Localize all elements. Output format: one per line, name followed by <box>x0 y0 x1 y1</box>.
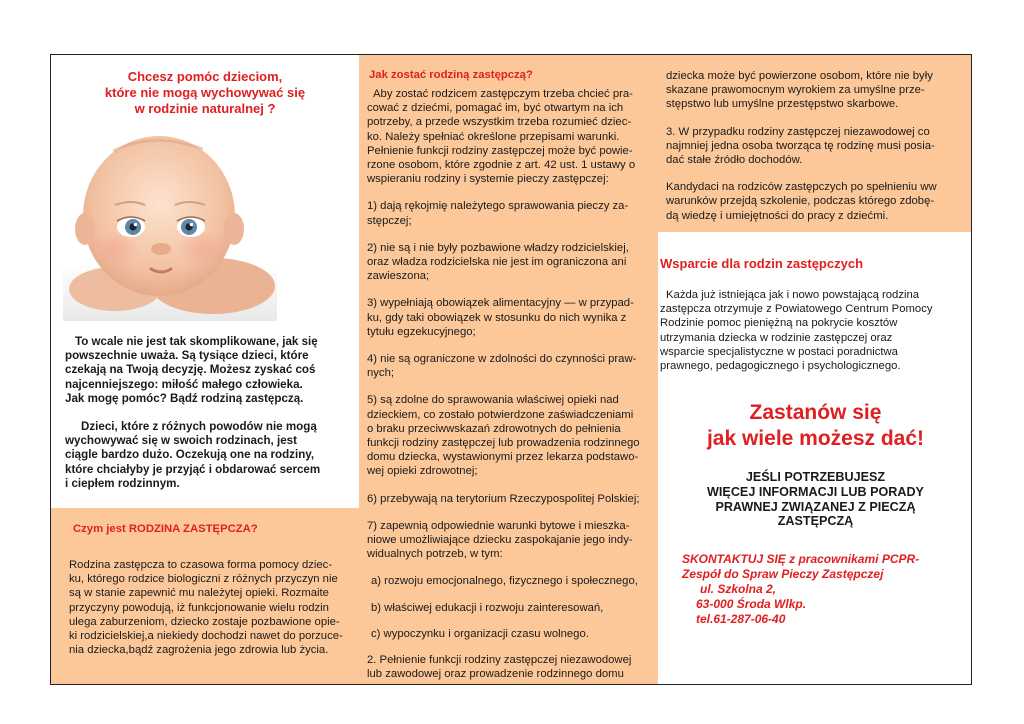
text-line: 3) wypełniają obowiązek alimentacyjny — w przypad- <box>367 297 634 310</box>
intro-title <box>51 55 359 117</box>
subitem: c) wypoczynku i organizacji czasu wolnego. <box>371 627 589 640</box>
text-line: 2) nie są i nie były pozbawione władzy rodzicielskiej, <box>367 241 629 254</box>
text-line: stępstwo lub umyślne przestępstwo skarbowe. <box>666 98 899 111</box>
text-line: oraz władza rodzicielska nie jest im ograniczona ani <box>367 256 627 269</box>
intro-title-line: Chcesz pomóc dzieciom, <box>127 69 283 84</box>
text-line: rzone osobom, które zgodnie z art. 42 ust. 1 ustawy o <box>367 159 636 172</box>
info-callout <box>658 470 972 529</box>
continuation-content <box>666 69 971 223</box>
text-line: Każda już istniejąca jak i nowo powstającą rodzina <box>666 289 920 301</box>
baby-photo <box>63 121 277 321</box>
requirement-item-4 <box>367 352 657 380</box>
text-line: lub zawodowej oraz prowadzenie rodzinnego domu <box>367 668 624 681</box>
text-line: 3. W przypadku rodziny zastępczej niezawodowej co <box>666 125 930 138</box>
text-line: domu dziecka, wystawionymi przez lekarza podstawo- <box>367 451 639 464</box>
baby-illustration <box>63 121 277 321</box>
text-line: ulega zaburzeniom, dziecko zostaje pozbawione opie- <box>69 615 340 628</box>
text-line: zastępcza otrzymuje z Powiatowego Centrum Pomocy <box>660 303 933 316</box>
text-line: To wcale nie jest tak skomplikowane, jak się <box>75 335 318 348</box>
text-line: utrzymania dziecka w rodzinie zastępczej oraz <box>660 331 893 344</box>
text-line: Dzieci, które z różnych powodów nie mogą <box>81 420 317 434</box>
text-line: Kandydaci na rodziców zastępczych po spełnieniu ww <box>666 181 937 194</box>
text-line: najcenniejszego: miłość małego człowieka. <box>65 377 303 391</box>
requirement-item-3 <box>367 296 657 339</box>
text-line: dać stałe źródło dochodów. <box>666 154 803 167</box>
text-line: są w stanie zapewnić mu należytej opieki. Rozmaite <box>69 587 329 600</box>
candidates-text <box>666 180 971 223</box>
text-line: wsparcie specjalistyczne w postaci poradnictwa <box>660 345 898 358</box>
text-line: Rodzina zastępcza to czasowa forma pomocy dziec- <box>69 559 333 571</box>
text-line: Aby zostać rodzicem zastępczym trzeba chcieć pra- <box>373 88 633 100</box>
subitem: b) właściwej edukacji i rozwoju zainteresowań, <box>371 601 604 614</box>
intro-title-line: w rodzinie naturalnej ? <box>134 101 276 116</box>
text-line: dzieckiem, co zostało potwierdzone zaświadczeniami <box>367 408 634 421</box>
column-2-requirements <box>359 55 658 685</box>
contact-city: 63-000 Środa Wlkp. <box>696 597 807 611</box>
slogan-line: jak wiele możesz dać! <box>706 427 925 450</box>
requirements-intro <box>367 87 657 186</box>
text-line: wej opieki zdrowotnej; <box>367 465 478 478</box>
text-line: warunków przejdą szkolenie, podczas którego zdobę- <box>666 195 935 208</box>
column-1-definition <box>51 508 359 685</box>
requirements-heading: Jak zostać rodziną zastępczą? <box>369 69 533 81</box>
requirement-item-7 <box>367 519 657 562</box>
definition-text <box>69 558 359 657</box>
column-3-continuation <box>658 55 972 232</box>
support-text <box>660 288 970 373</box>
contact-line: SKONTAKTUJ SIĘ z pracownikami PCPR- <box>682 552 920 566</box>
text-line: ku, którego rodzice biologiczni z różnych przyczyn nie <box>69 573 338 586</box>
text-line: zawieszona; <box>367 270 430 283</box>
text-line: ko. Należy spełniać określone przepisami warunki. <box>367 130 620 143</box>
info-line: ZASTĘPCZĄ <box>777 514 854 529</box>
requirement-item-2 <box>367 241 657 284</box>
text-line: przyczyny powodują, iż funkcjonowanie wielu rodzin <box>69 601 329 614</box>
intro-paragraphs <box>65 335 355 491</box>
contact-phone: tel.61-287-06-40 <box>696 612 786 626</box>
contact-address: ul. Szkolna 2, <box>700 582 777 596</box>
requirement-item-1 <box>367 199 657 227</box>
column-3-support <box>658 232 972 685</box>
text-line: które chciałyby je przyjąć i obdarować sercem <box>65 462 321 476</box>
text-line: potrzeby, a przede wszystkim trzeba rozumieć dziec- <box>367 116 632 129</box>
text-line: Rodzinie pomoc pieniężną na pokrycie kosztów <box>660 317 898 330</box>
text-line: 2. Pełnienie funkcji rodziny zastępczej niezawodowej <box>367 654 632 667</box>
text-line: wychowywać się w swoich rodzinach, jest <box>65 434 297 448</box>
text-line: 5) są zdolne do sprawowania właściwej opieki nad <box>367 394 619 407</box>
text-line: dziecka może być powierzone osobom, które nie były <box>666 70 933 82</box>
text-line: dą wiedzę i umiejętności do pracy z dziećmi. <box>666 209 889 222</box>
intro-paragraph-2 <box>65 420 355 491</box>
text-line: ku, gdy taki obowiązek w stosunku do nich wynika z <box>367 311 627 324</box>
text-line: Pełnienie funkcji rodziny zastępczej może być powie- <box>367 144 633 157</box>
text-line: wspieraniu rodziny i systemie pieczy zastępczej: <box>367 173 609 186</box>
text-line: nia dziecka,bądź zagrożenia jego zdrowia lub życia. <box>69 644 329 657</box>
text-line: o braku przeciwwskazań zdrowotnych do pełnienia <box>367 422 621 435</box>
contact-block <box>682 552 972 627</box>
info-line: JEŚLI POTRZEBUJESZ <box>745 470 886 484</box>
text-line: cować z dziećmi, pomagać im, być otwartym na ich <box>367 102 624 115</box>
continuation-text <box>666 69 971 112</box>
info-line: PRAWNEJ ZWIĄZANEJ Z PIECZĄ <box>715 499 916 514</box>
slogan-line: Zastanów się <box>749 401 882 424</box>
text-line: niowe umożliwiające dziecku zaspokajanie jego indy- <box>367 534 633 547</box>
support-heading: Wsparcie dla rodzin zastępczych <box>660 256 864 271</box>
info-line: WIĘCEJ INFORMACJI LUB PORADY <box>707 484 924 499</box>
text-line: tytułu egzekucyjnego; <box>367 325 476 338</box>
point-3 <box>666 125 971 168</box>
text-line: ciągle bardzo dużo. Oczekują one na rodziny, <box>65 448 315 462</box>
requirement-item-5 <box>367 393 657 478</box>
text-line: skazane prawomocnym wyrokiem za umyślne prze- <box>666 84 925 97</box>
text-line: nych; <box>367 367 395 380</box>
text-line: 4) nie są ograniczone w zdolności do czynności praw- <box>367 353 637 366</box>
requirement-item-6 <box>367 492 657 506</box>
intro-paragraph-1 <box>65 335 355 406</box>
text-line: widualnych potrzeb, w tym: <box>367 548 503 561</box>
text-line: 7) zapewnią odpowiednie warunki bytowe i mieszka- <box>367 519 630 532</box>
requirements-content <box>367 69 657 682</box>
text-line: prawnego, pedagogicznego i psychologicznego. <box>660 360 901 373</box>
contact-line: Zespół do Spraw Pieczy Zastępczej <box>682 567 884 581</box>
text-line: powszechnie uważa. Są tysiące dzieci, które <box>65 349 309 363</box>
intro-title-line: które nie mogą wychowywać się <box>104 85 306 100</box>
column-1-intro <box>51 55 359 508</box>
text-line: czekają na Twoją decyzję. Możesz zyskać coś <box>65 363 316 377</box>
text-line: najmniej jedna osoba tworząca tę rodzinę musi posia- <box>666 139 935 152</box>
slogan <box>658 400 972 452</box>
subitem: a) rozwoju emocjonalnego, fizycznego i społecznego, <box>371 575 638 588</box>
text-line: i ciepłem rodzinnym. <box>65 476 180 490</box>
text-line: stępczej; <box>367 214 412 227</box>
brochure-frame <box>50 54 972 685</box>
text-line: ki rodzicielskiej,a niekiedy dochodzi nawet do porzuce- <box>69 630 343 643</box>
definition-heading: Czym jest RODZINA ZASTĘPCZA? <box>73 523 258 535</box>
text-line: funkcji rodziny zastępczej lub prowadzenia rodzinnego <box>367 437 640 450</box>
text-line: 6) przebywają na terytorium Rzeczypospolitej Polskiej; <box>367 492 640 505</box>
requirement-subitems <box>367 574 657 641</box>
text-line: Jak mogę pomóc? Bądź rodziną zastępczą. <box>65 391 304 405</box>
point-2 <box>367 653 657 681</box>
text-line: 1) dają rękojmię należytego sprawowania pieczy za- <box>367 200 629 213</box>
